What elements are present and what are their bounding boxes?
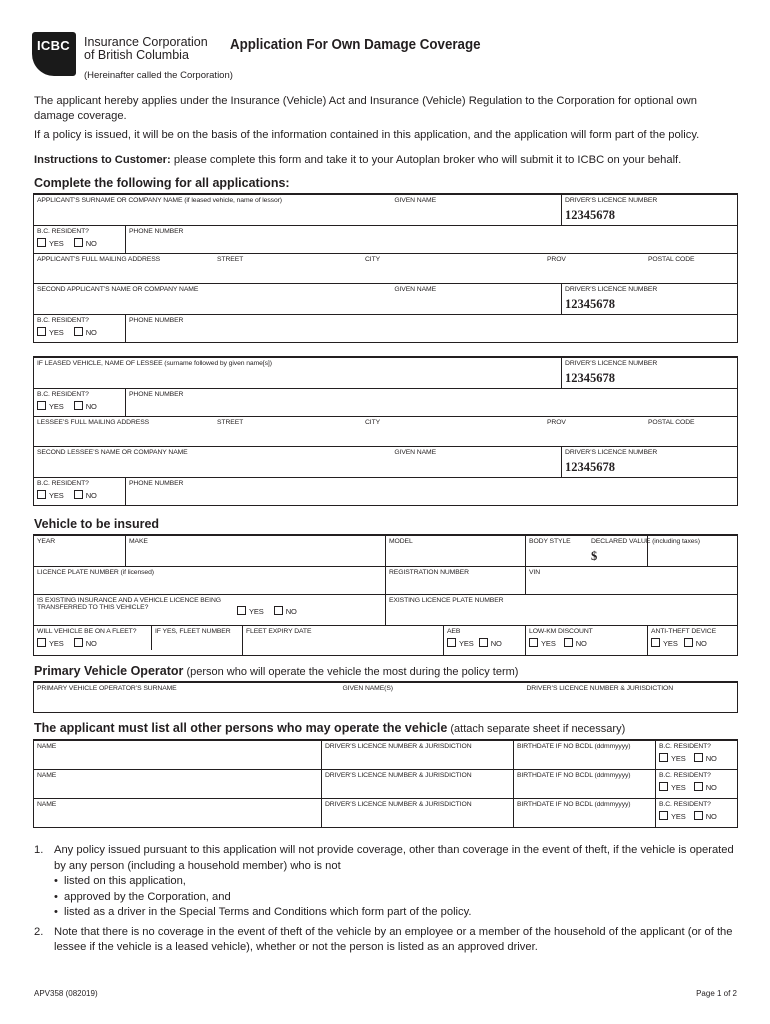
no-label: NO: [85, 402, 97, 411]
no-label: NO: [695, 639, 707, 648]
yes-checkbox[interactable]: [237, 606, 246, 615]
bc-resident-label: B.C. RESIDENT?: [37, 228, 89, 235]
primary-surname-field[interactable]: [34, 682, 340, 712]
lessee-phone-field[interactable]: [126, 389, 738, 417]
applicant-surname-label: APPLICANT’S SURNAME OR COMPANY NAME (if leased vehicle, name of lessor): [37, 197, 282, 204]
operator-birthdate-field[interactable]: [514, 740, 656, 769]
given-name-label: GIVEN NAME: [394, 449, 437, 456]
no-checkbox[interactable]: [479, 638, 488, 647]
yes-label: YES: [671, 754, 686, 763]
prov-label: PROV: [547, 256, 566, 263]
operator-dl-field[interactable]: [322, 769, 514, 798]
plate-label: LICENCE PLATE NUMBER (if licensed): [37, 569, 154, 576]
bullet-item: • approved by the Corporation, and: [54, 890, 744, 906]
lessee-name-label: IF LEASED VEHICLE, NAME OF LESSEE (surname followed by given name[s]): [37, 360, 272, 367]
no-checkbox[interactable]: [74, 238, 83, 247]
no-checkbox[interactable]: [274, 606, 283, 615]
applicant-surname-field[interactable]: [34, 194, 562, 226]
instructions: [34, 153, 734, 168]
yes-checkbox[interactable]: [659, 753, 668, 762]
second-applicant-label: SECOND APPLICANT’S NAME OR COMPANY NAME: [37, 286, 199, 293]
hereinafter-note: (Hereinafter called the Corporation): [84, 70, 233, 81]
note-1-text: Any policy issued pursuant to this application will not provide coverage, other than coverage in the event of theft, if the vehicle is operated by any person (including a household member) who is not: [54, 844, 734, 872]
body-style-label: BODY STYLE: [529, 538, 571, 545]
yes-label: YES: [249, 607, 264, 616]
fleet-question: [34, 626, 152, 650]
intro-paragraph-1: The applicant hereby applies under the Insurance (Vehicle) Act and Insurance (Vehicle) Regulation to the Corporation for optional own damage coverage.: [34, 95, 697, 122]
yes-checkbox[interactable]: [659, 811, 668, 820]
currency-symbol: $: [591, 549, 598, 563]
lessee-mailing-address[interactable]: [34, 417, 738, 447]
second-lessee-field[interactable]: [34, 447, 562, 478]
year-label: YEAR: [37, 538, 56, 545]
operator-name-field[interactable]: [34, 769, 322, 798]
name-label: NAME: [37, 771, 57, 779]
applicant-dl-value: 12345678: [565, 208, 616, 222]
lessee-table: [33, 356, 738, 506]
yes-label: YES: [49, 402, 64, 411]
operator-name-field[interactable]: [34, 740, 322, 769]
bc-resident-label: B.C. RESIDENT?: [659, 743, 711, 750]
declared-value-field[interactable]: [591, 535, 738, 567]
section-other-operators: [34, 721, 625, 735]
make-label: MAKE: [129, 538, 148, 545]
no-checkbox[interactable]: [74, 401, 83, 410]
bc-resident-label: B.C. RESIDENT?: [37, 480, 89, 487]
no-label: NO: [705, 782, 717, 792]
applicant-mailing-address[interactable]: [34, 254, 738, 284]
operator-dl-field[interactable]: [322, 798, 514, 827]
aeb-field: [444, 626, 526, 656]
second-lessee-label: SECOND LESSEE’S NAME OR COMPANY NAME: [37, 449, 188, 456]
second-applicant-dl-field[interactable]: [562, 284, 738, 315]
applicant-phone-field[interactable]: [126, 226, 738, 254]
yes-checkbox[interactable]: [529, 638, 538, 647]
postal-label: POSTAL CODE: [648, 256, 695, 263]
yes-label: YES: [49, 239, 64, 248]
applicant-bc-resident: [34, 226, 126, 254]
given-name-label: GIVEN NAME: [394, 197, 437, 204]
second-applicant-dl-value: 12345678: [565, 297, 616, 311]
other-operators-heading: The applicant must list all other persons who may operate the vehicle: [34, 721, 448, 735]
fleet-expiry-label: FLEET EXPIRY DATE: [246, 628, 312, 635]
applicant-table: [33, 193, 738, 343]
dl-label: DRIVER’S LICENCE NUMBER: [565, 286, 658, 293]
birthdate-label: BIRTHDATE IF NO BCDL (ddmmyyyy): [517, 771, 631, 779]
yes-label: YES: [671, 811, 686, 821]
no-label: NO: [85, 491, 97, 500]
city-label: CITY: [365, 419, 381, 426]
name-label: NAME: [37, 800, 57, 808]
no-checkbox[interactable]: [694, 782, 703, 791]
yes-label: YES: [49, 491, 64, 500]
primary-operator-heading: Primary Vehicle Operator: [34, 664, 184, 678]
vin-label: VIN: [529, 569, 541, 576]
no-label: NO: [85, 639, 97, 648]
no-checkbox[interactable]: [684, 638, 693, 647]
no-checkbox[interactable]: [74, 638, 83, 647]
no-checkbox[interactable]: [694, 811, 703, 820]
no-label: NO: [285, 607, 297, 616]
no-checkbox[interactable]: [74, 490, 83, 499]
operator-birthdate-field[interactable]: [514, 769, 656, 798]
bc-resident-label: B.C. RESIDENT?: [659, 800, 711, 808]
second-lessee-dl-value: 12345678: [565, 460, 616, 474]
note-1-bullets: [54, 874, 744, 921]
dl-jurisdiction-label: DRIVER’S LICENCE NUMBER & JURISDICTION: [325, 743, 472, 750]
yes-label: YES: [49, 328, 64, 337]
dl-label: DRIVER’S LICENCE NUMBER: [565, 449, 658, 456]
primary-given-label: GIVEN NAME(S): [342, 685, 393, 692]
make-field[interactable]: [126, 535, 386, 567]
bc-resident-label: B.C. RESIDENT?: [37, 391, 89, 398]
birthdate-label: BIRTHDATE IF NO BCDL (ddmmyyyy): [517, 743, 631, 750]
operator-name-field[interactable]: [34, 798, 322, 827]
no-label: NO: [575, 639, 587, 648]
lessee-bc-resident: [34, 389, 126, 417]
note-number: 1.: [34, 844, 44, 856]
section-primary-operator: [34, 664, 518, 678]
name-label: NAME: [37, 743, 57, 750]
primary-dl-field[interactable]: [524, 682, 738, 712]
dl-label: DRIVER’S LICENCE NUMBER: [565, 197, 658, 204]
dl-jurisdiction-label: DRIVER’S LICENCE NUMBER & JURISDICTION: [325, 800, 472, 808]
existing-insurance-question: [34, 595, 386, 626]
vin-field[interactable]: [526, 567, 738, 595]
existing-plate-field[interactable]: [386, 595, 738, 626]
prov-label: PROV: [547, 419, 566, 426]
fleet-number-label: IF YES, FLEET NUMBER: [155, 628, 231, 635]
no-label: NO: [705, 811, 717, 821]
mailing-label: APPLICANT’S FULL MAILING ADDRESS: [37, 256, 161, 263]
fleet-row-left: [34, 626, 243, 656]
instructions-text: please complete this form and take it to your Autoplan broker who will submit it to ICBC on your behalf.: [170, 154, 682, 166]
lessee-name-field[interactable]: [34, 357, 562, 389]
mailing-label: LESSEE’S FULL MAILING ADDRESS: [37, 419, 150, 426]
aeb-label: AEB: [447, 628, 461, 635]
existing-insurance-label: IS EXISTING INSURANCE AND A VEHICLE LICENCE BEING TRANSFERRED TO THIS VEHICLE?: [37, 597, 221, 611]
bc-resident-label: B.C. RESIDENT?: [37, 317, 89, 324]
phone-label: PHONE NUMBER: [129, 317, 184, 324]
registration-field[interactable]: [386, 567, 526, 595]
second-lessee-dl-field[interactable]: [562, 447, 738, 478]
second-applicant-field[interactable]: [34, 284, 562, 315]
other-operators-table: [33, 739, 738, 828]
given-name-label: GIVEN NAME: [394, 286, 437, 293]
primary-given-field[interactable]: [340, 682, 524, 712]
corp-line-2: of British Columbia: [84, 48, 189, 62]
yes-checkbox[interactable]: [37, 638, 46, 647]
phone-label: PHONE NUMBER: [129, 391, 184, 398]
model-field[interactable]: [386, 535, 526, 567]
existing-plate-label: EXISTING LICENCE PLATE NUMBER: [389, 597, 504, 604]
logo-text: ICBC: [37, 38, 70, 53]
low-km-field: [526, 626, 648, 656]
yes-label: YES: [459, 639, 474, 648]
operator-dl-field[interactable]: [322, 740, 514, 769]
phone-label: PHONE NUMBER: [129, 228, 184, 235]
city-label: CITY: [365, 256, 381, 263]
dl-jurisdiction-label: DRIVER’S LICENCE NUMBER & JURISDICTION: [325, 771, 472, 779]
fleet-row-mid: [243, 626, 444, 656]
second-lessee-bc-resident: [34, 478, 126, 506]
yes-checkbox[interactable]: [37, 401, 46, 410]
note-number: 2.: [34, 925, 44, 938]
registration-label: REGISTRATION NUMBER: [389, 569, 469, 576]
phone-label: PHONE NUMBER: [129, 480, 184, 487]
vehicle-table: [33, 534, 738, 656]
second-lessee-phone-field[interactable]: [126, 478, 738, 506]
section-all-applications: Complete the following for all applications:: [34, 176, 290, 190]
no-checkbox[interactable]: [694, 753, 703, 762]
primary-operator-table: [33, 681, 738, 713]
primary-surname-label: PRIMARY VEHICLE OPERATOR’S SURNAME: [37, 685, 177, 692]
low-km-label: LOW-KM DISCOUNT: [529, 628, 593, 635]
second-bc-resident: [34, 315, 126, 343]
yes-label: YES: [541, 639, 556, 648]
yes-checkbox[interactable]: [37, 327, 46, 336]
note-2: [34, 925, 744, 956]
form-code: APV358 (082019): [34, 989, 98, 998]
notes-list: [34, 843, 744, 960]
street-label: STREET: [217, 419, 244, 426]
bc-resident-label: B.C. RESIDENT?: [659, 771, 711, 779]
operator-birthdate-field[interactable]: [514, 798, 656, 827]
primary-operator-subtext: (person who will operate the vehicle the most during the policy term): [183, 666, 519, 678]
anti-theft-field: [648, 626, 738, 656]
yes-checkbox[interactable]: [447, 638, 456, 647]
operator-bc-resident: [656, 740, 738, 769]
no-checkbox[interactable]: [564, 638, 573, 647]
no-label: NO: [490, 639, 502, 648]
no-label: NO: [85, 239, 97, 248]
corporation-name: [84, 36, 208, 62]
yes-label: YES: [49, 639, 64, 648]
operator-bc-resident: [656, 769, 738, 798]
yes-checkbox[interactable]: [37, 490, 46, 499]
intro-paragraph-2: If a policy is issued, it will be on the basis of the information contained in this application, and the application will form part of the policy.: [34, 129, 700, 141]
icbc-logo: [32, 32, 76, 76]
operator-bc-resident: [656, 798, 738, 827]
street-label: STREET: [217, 256, 244, 263]
fleet-expiry-field[interactable]: [243, 626, 369, 637]
instructions-label: Instructions to Customer:: [34, 154, 171, 166]
no-label: NO: [85, 328, 97, 337]
declared-value-label: DECLARED VALUE (including taxes): [591, 538, 700, 545]
anti-theft-label: ANTI-THEFT DEVICE: [651, 628, 717, 635]
dl-label: DRIVER’S LICENCE NUMBER: [565, 360, 658, 367]
fleet-number-field[interactable]: [152, 626, 234, 650]
lessee-dl-field[interactable]: [562, 357, 738, 389]
page-title: Application For Own Damage Coverage: [230, 37, 481, 53]
year-field[interactable]: [34, 535, 126, 567]
other-operators-subtext: (attach separate sheet if necessary): [447, 723, 626, 735]
note-1: [34, 843, 744, 921]
bullet-item: • listed on this application,: [54, 874, 744, 890]
birthdate-label: BIRTHDATE IF NO BCDL (ddmmyyyy): [517, 800, 631, 808]
plate-field[interactable]: [34, 567, 386, 595]
yes-checkbox[interactable]: [659, 782, 668, 791]
note-2-text: Note that there is no coverage in the event of theft of the vehicle by an employee or a member of the household of the applicant (or of the lessee if the vehicle is a leased vehicle), whether or not the person is listed as an approved driver.: [54, 925, 733, 953]
bullet-item: • listed as a driver in the Special Terms and Conditions which form part of the policy.: [54, 905, 744, 921]
yes-checkbox[interactable]: [651, 638, 660, 647]
corp-line-1: Insurance Corporation: [84, 35, 208, 49]
page-number: Page 1 of 2: [696, 989, 737, 998]
yes-label: YES: [671, 782, 686, 792]
postal-label: POSTAL CODE: [648, 419, 695, 426]
primary-dl-label: DRIVER’S LICENCE NUMBER & JURISDICTION: [526, 685, 674, 692]
no-checkbox[interactable]: [74, 327, 83, 336]
yes-label: YES: [663, 639, 678, 648]
applicant-dl-field[interactable]: [562, 194, 738, 226]
lessee-dl-value: 12345678: [565, 371, 616, 385]
model-label: MODEL: [389, 538, 413, 545]
section-vehicle: Vehicle to be insured: [34, 517, 160, 531]
fleet-question-label: WILL VEHICLE BE ON A FLEET?: [37, 628, 137, 635]
yes-checkbox[interactable]: [37, 238, 46, 247]
second-phone-field[interactable]: [126, 315, 738, 343]
no-label: NO: [705, 754, 717, 763]
